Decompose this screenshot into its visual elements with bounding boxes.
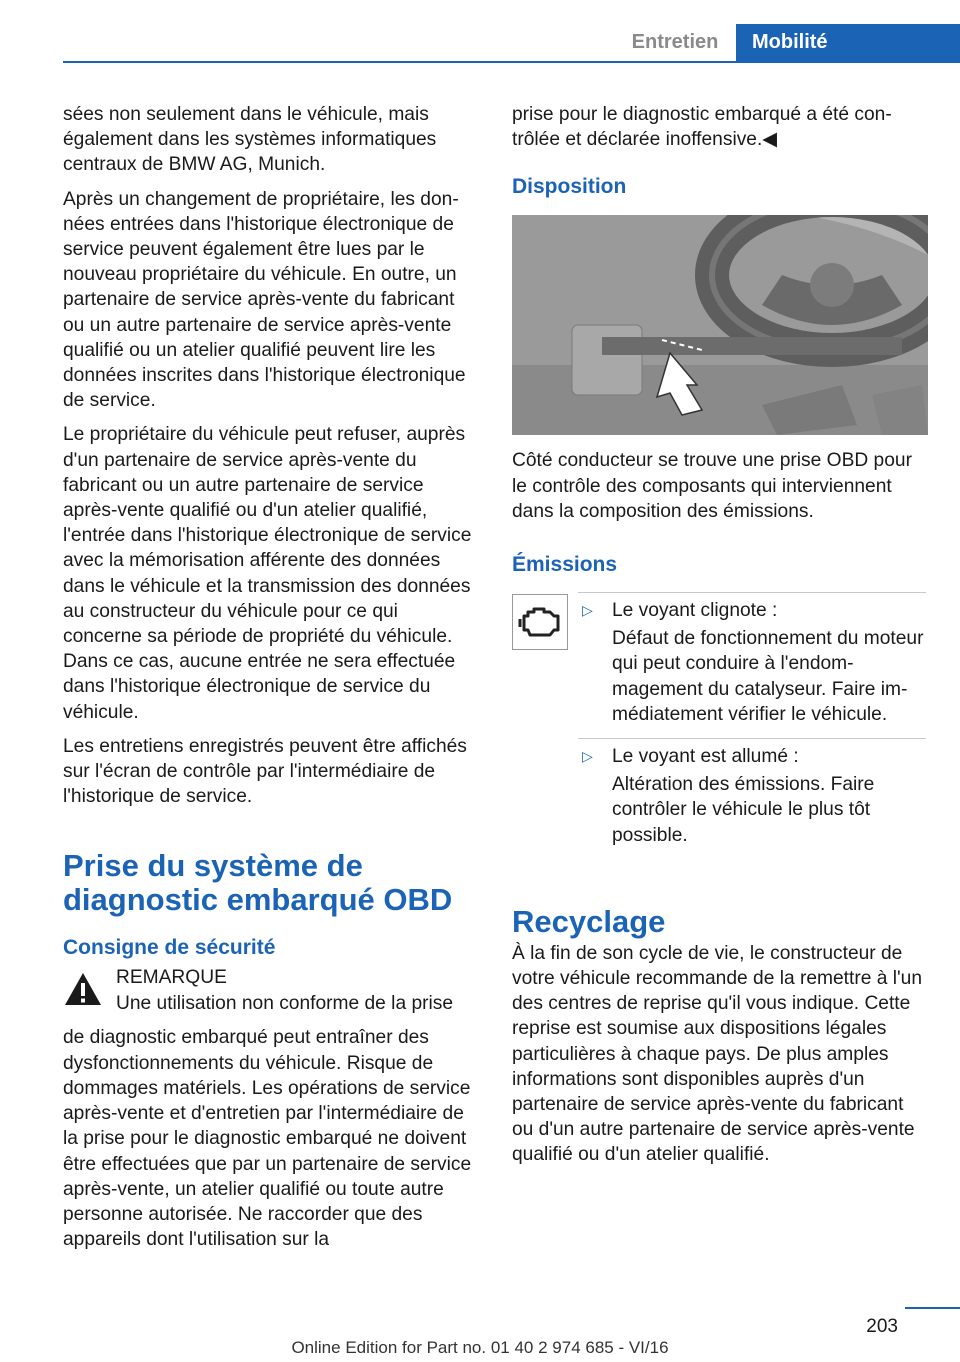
header-rule [63, 61, 960, 63]
warning-triangle-icon [63, 971, 103, 1007]
obd-socket-location-photo [512, 215, 928, 435]
page-number: 203 [866, 1316, 898, 1337]
warning-text: de diagnostic embarqué peut entraîner des dysfonctionnements du véhicule. Risque de dommages matériels. Les opérations de service après-vente et d'entretien par l'intermédiaire de la prise pour le diagnostic embarqué ne doivent être effectuées que par un partenaire de service après-vente, un atelier qualifié ou toute autre personne autorisée. Ne raccorder que des appareils dont l'utilisation sur la [63, 1027, 472, 1251]
disposition-title: Disposition [512, 175, 627, 199]
edition-footer: Online Edition for Part no. 01 40 2 974 685 - VI/16 [291, 1338, 669, 1357]
triangle-bullet-icon: ▷ [582, 602, 593, 619]
list-item-text: Altération des émissions. Faire contrôler le véhicule le plus tôt possible. [612, 774, 875, 846]
section-title-obd: Prise du système de diagnostic embarqué OBD [63, 848, 453, 918]
paragraph: Les entretiens enregistrés peuvent être affichés sur l'écran de contrôle par l'intermédiaire de l'historique de service. [63, 735, 467, 808]
emissions-block [512, 592, 926, 859]
list-item [578, 738, 926, 859]
warning-block [63, 965, 477, 1025]
tab-mobilite[interactable]: Mobilité [736, 24, 960, 61]
paragraph: Après un changement de propriétaire, les données entrées dans l'historique électronique de service peuvent également être lues par le nouveau propriétaire du véhicule. En outre, un partenaire de service après-vente du fabricant ou un autre partenaire de service après-vente qualifié ou un atelier qualifié peuvent lire les données inscrites dans l'historique électronique de service. [63, 188, 466, 412]
right-column [512, 102, 926, 1177]
list-item-heading: Le voyant est allumé : [612, 746, 799, 768]
list-item-text: Défaut de fonctionnement du moteur qui peut conduire à l'endommagement du catalyseur. Faire immédiatement vérifier le véhicule. [612, 628, 924, 725]
paragraph-continuation: prise pour le diagnostic embarqué a été contrôlée et déclarée inoffensive.◀ [512, 104, 892, 151]
left-column [63, 102, 477, 1261]
recyclage-title: Recyclage [512, 903, 666, 939]
warning-label: REMARQUE [116, 967, 227, 989]
recyclage-text: À la fin de son cycle de vie, le constructeur de votre véhicule recommande de la remettre à l'un des centres de reprise qu'il vous indique. Cette reprise est soumise aux dispositions légales particulières à chaque pays. De plus amples informations sont disponibles auprès d'un partenaire de service après-vente du fabricant ou d'un autre partenaire de service après-vente qualifié ou d'un atelier qualifié. [512, 942, 923, 1166]
triangle-bullet-icon: ▷ [582, 748, 593, 765]
footer-rule [905, 1307, 960, 1309]
emissions-title: Émissions [512, 553, 618, 577]
tab-entretien[interactable]: Entretien [631, 31, 719, 53]
subsection-title-safety: Consigne de sécurité [63, 936, 276, 960]
warning-text-first-line: Une utilisation non conforme de la prise [116, 992, 454, 1014]
check-engine-icon [512, 594, 568, 650]
disposition-text: Côté conducteur se trouve une prise OBD pour le contrôle des composants qui interviennent dans la composition des émissions. [512, 450, 912, 522]
list-item-heading: Le voyant clignote : [612, 600, 778, 622]
list-item [578, 592, 926, 738]
emissions-list [578, 592, 926, 859]
paragraph: sées non seulement dans le véhicule, mais également dans les systèmes informatiques centraux de BMW AG, Munich. [63, 104, 437, 176]
paragraph: Le propriétaire du véhicule peut refuser, auprès d'un partenaire de service après-vente du fabricant ou un autre partenaire de service après-vente qualifié ou d'un atelier qualifié, l'entrée dans l'historique électronique de service avec la mémorisation afférente des données dans le véhicule et la transmission des données au constructeur du véhicule pour ce qui concerne sa période de propriété du véhicule. Dans ce cas, aucune entrée ne sera effectuée dans l'historique électronique de service du véhicule. [63, 424, 472, 723]
